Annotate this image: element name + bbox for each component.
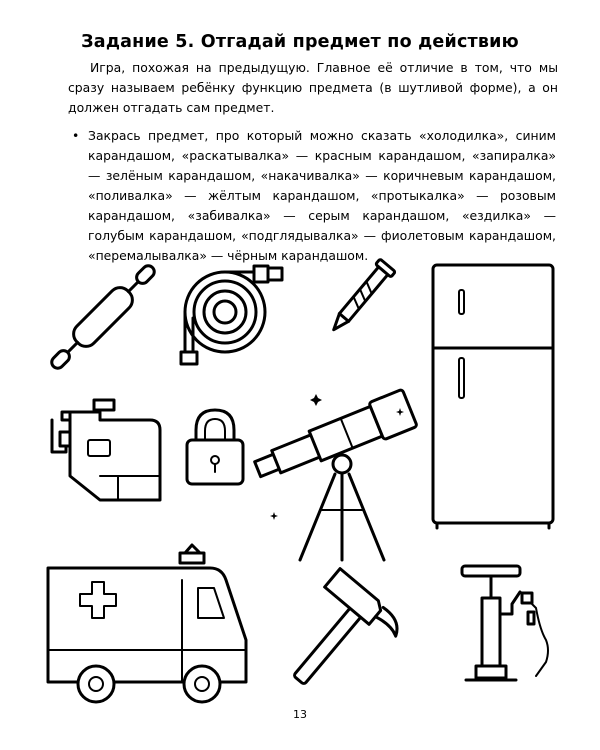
ambulance-icon [48,545,246,702]
bullet-marker: • [72,128,80,143]
page-number: 13 [293,708,307,721]
air-pump-icon [462,566,548,680]
hammer-icon [268,569,406,710]
instruction-text: Закрась предмет, про который можно сказать «холодилка», синим карандашом, «раскатывалка» — красным карандашом, «запиралка» — зелёным карандашом, «накачивалка» — коричневым карандашом, «поливалка» — жёлтым карандашом, «протыкалка» — розовым карандашом, «забивалка» — серым карандашом, «ездилка» — голубым карандашом, «подглядывалка» — фиолетовым карандашом, «перемалывалка» — чёрным карандашом. [88,128,556,263]
garden-hose-icon [181,266,282,364]
nail-icon [326,259,395,336]
padlock-icon [187,410,243,484]
refrigerator-icon [433,265,553,528]
telescope-icon [250,389,417,560]
intro-paragraph: Игра, похожая на предыдущую. Главное её отличие в том, что мы сразу называем ребёнку функцию предмета (в шутливой форме), а он должен отгадать сам предмет. [68,60,558,115]
meat-grinder-icon [52,400,160,500]
page-title: Задание 5. Отгадай предмет по действию [81,32,519,52]
rolling-pin-icon [45,259,161,375]
